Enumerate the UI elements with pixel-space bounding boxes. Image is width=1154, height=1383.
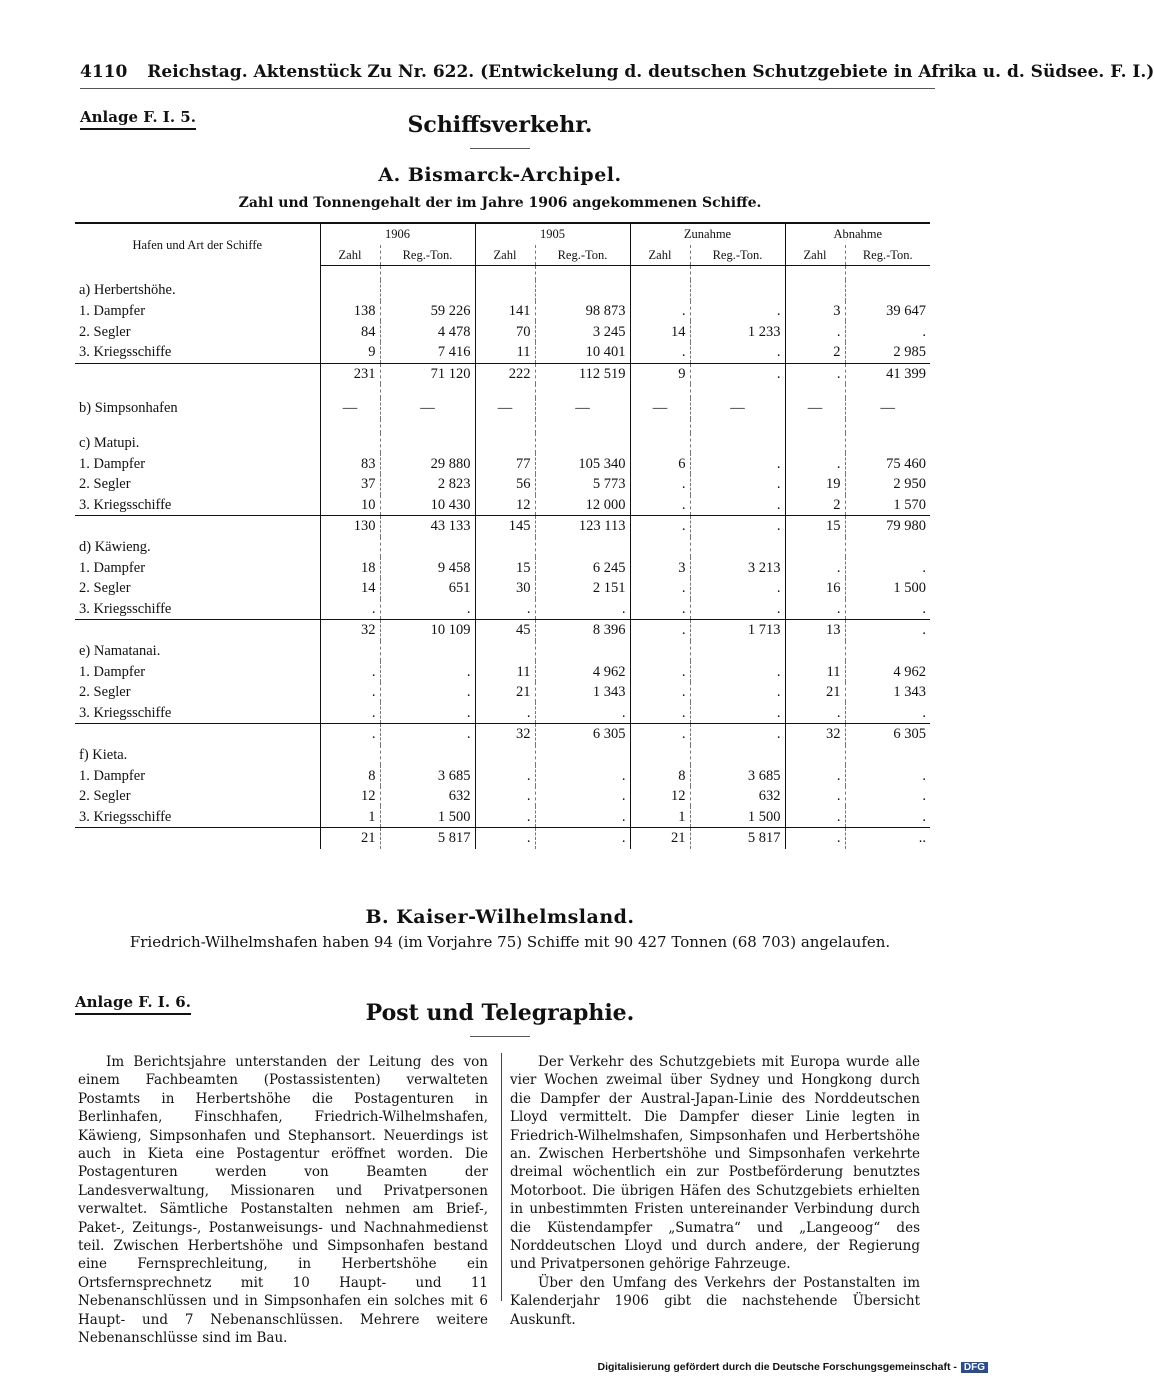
title-divider <box>470 1036 530 1037</box>
table-cell: . <box>630 724 690 745</box>
ship-type-label: 1. Dampfer <box>79 455 146 472</box>
table-cell: 39 647 <box>845 301 930 322</box>
table-cell: . <box>690 702 785 723</box>
table-cell: 16 <box>785 578 845 599</box>
table-cell: 3 <box>630 557 690 578</box>
table-cell: 9 <box>320 342 380 363</box>
table-cell: 29 880 <box>380 453 475 474</box>
section-a-title: A. Bismarck-Archipel. <box>378 164 622 186</box>
table-cell: 2 950 <box>845 474 930 495</box>
table-cell: . <box>845 806 930 827</box>
ship-type-label: 1. Dampfer <box>79 767 146 784</box>
table-cell: — <box>475 398 535 419</box>
table-cell: . <box>380 724 475 745</box>
subheader: Zahl <box>630 245 690 266</box>
page-header <box>80 62 1154 82</box>
subheader: Reg.-Ton. <box>845 245 930 266</box>
table-cell: 12 000 <box>535 495 630 516</box>
header-1905: 1905 <box>475 223 630 245</box>
table-cell: . <box>785 557 845 578</box>
table-cell: 3 245 <box>535 321 630 342</box>
table-cell: 2 823 <box>380 474 475 495</box>
table-row <box>75 786 930 807</box>
table-cell: . <box>380 661 475 682</box>
table-cell: . <box>785 786 845 807</box>
table-cell: . <box>690 495 785 516</box>
anlage-label-1: Anlage F. I. 5. <box>80 108 196 130</box>
column-divider <box>501 1053 502 1301</box>
table-cell: 3 685 <box>690 765 785 786</box>
table-cell: 145 <box>475 516 535 537</box>
table-cell: 5 817 <box>690 828 785 849</box>
table-cell: 21 <box>475 682 535 703</box>
table-cell: 8 396 <box>535 620 630 641</box>
table-cell: 79 980 <box>845 516 930 537</box>
table-cell: . <box>475 599 535 620</box>
subheader: Reg.-Ton. <box>535 245 630 266</box>
table-cell: . <box>630 474 690 495</box>
table-cell: . <box>475 786 535 807</box>
table-cell: . <box>785 828 845 849</box>
table-cell: 6 245 <box>535 557 630 578</box>
table-cell: 1 500 <box>690 806 785 827</box>
section-title-post: Post und Telegraphie. <box>365 1000 635 1026</box>
ship-type-label: 3. Kriegsschiffe <box>79 808 172 825</box>
table-cell: 231 <box>320 363 380 384</box>
table-cell: . <box>845 599 930 620</box>
header-abnahme: Abnahme <box>785 223 930 245</box>
table-cell: 9 458 <box>380 557 475 578</box>
group-label: e) Namatanai. <box>79 642 161 659</box>
table-cell: . <box>535 599 630 620</box>
dfg-logo: DFG <box>961 1362 988 1373</box>
table-cell: 1 233 <box>690 321 785 342</box>
section-b-text: Friedrich-Wilhelmshafen haben 94 (im Vorjahre 75) Schiffe mit 90 427 Tonnen (68 703) angelaufen. <box>129 933 891 951</box>
ship-type-label: 2. Segler <box>79 788 131 805</box>
table-cell: . <box>535 828 630 849</box>
table-cell: 13 <box>785 620 845 641</box>
table-cell: 632 <box>690 786 785 807</box>
table-cell: . <box>690 578 785 599</box>
table-cell: . <box>320 724 380 745</box>
footer-credit <box>598 1361 989 1373</box>
table-cell: — <box>845 398 930 419</box>
table-cell: 98 873 <box>535 301 630 322</box>
table-cell: 4 962 <box>535 661 630 682</box>
table-cell: 21 <box>630 828 690 849</box>
table-cell: 3 <box>785 301 845 322</box>
table-cell: 8 <box>630 765 690 786</box>
table-cell: . <box>475 806 535 827</box>
table-cell: 1 713 <box>690 620 785 641</box>
subheader: Zahl <box>475 245 535 266</box>
section-b-title: B. Kaiser-Wilhelmsland. <box>365 906 635 928</box>
table-row <box>75 398 930 419</box>
table-cell: . <box>785 702 845 723</box>
body-column-right <box>510 1053 920 1329</box>
page-number: 4110 <box>80 62 128 82</box>
title-divider <box>470 148 530 149</box>
table-cell: 21 <box>320 828 380 849</box>
table-cell: 112 519 <box>535 363 630 384</box>
table-row <box>75 806 930 827</box>
table-cell: . <box>535 806 630 827</box>
table-cell: 1 570 <box>845 495 930 516</box>
subheader: Zahl <box>785 245 845 266</box>
table-cell: . <box>690 474 785 495</box>
ship-type-label: 1. Dampfer <box>79 303 146 320</box>
subheader: Zahl <box>320 245 380 266</box>
table-cell: . <box>630 578 690 599</box>
table-cell: 6 305 <box>845 724 930 745</box>
table-row <box>75 342 930 363</box>
column-header-harbor: Hafen und Art der Schiffe <box>75 223 320 266</box>
table-cell: — <box>320 398 380 419</box>
group-heading <box>75 641 930 662</box>
header-text: Reichstag. Aktenstück Zu Nr. 622. (Entwickelung d. deutschen Schutzgebiete in Afrika u. d. Südsee. F. I.) <box>147 62 1154 82</box>
table-cell: 41 399 <box>845 363 930 384</box>
table-cell: 9 <box>630 363 690 384</box>
header-zunahme: Zunahme <box>630 223 785 245</box>
table-cell: . <box>690 682 785 703</box>
ship-type-label: 2. Segler <box>79 323 131 340</box>
table-cell: . <box>785 453 845 474</box>
table-cell: 7 416 <box>380 342 475 363</box>
table-row <box>75 765 930 786</box>
table-cell: — <box>690 398 785 419</box>
header-rule <box>80 88 935 89</box>
table-cell: — <box>535 398 630 419</box>
table-cell: . <box>320 682 380 703</box>
ship-type-label: 2. Segler <box>79 580 131 597</box>
table-cell: 14 <box>320 578 380 599</box>
ship-type-label: 3. Kriegsschiffe <box>79 600 172 617</box>
group-label: d) Käwieng. <box>79 539 151 556</box>
ship-type-label: 2. Segler <box>79 476 131 493</box>
table-cell: . <box>320 599 380 620</box>
ship-type-label: 1. Dampfer <box>79 559 146 576</box>
table-row <box>75 702 930 723</box>
table-cell: 1 500 <box>380 806 475 827</box>
sum-row <box>75 363 930 384</box>
table-cell: 222 <box>475 363 535 384</box>
table-cell: 105 340 <box>535 453 630 474</box>
group-heading <box>75 280 930 301</box>
table-cell: . <box>630 599 690 620</box>
table-cell: . <box>630 682 690 703</box>
table-cell: . <box>845 786 930 807</box>
table-cell: 11 <box>785 661 845 682</box>
table-cell: 6 <box>630 453 690 474</box>
table-cell: . <box>535 765 630 786</box>
table-cell: . <box>475 828 535 849</box>
table-row <box>75 557 930 578</box>
body-column-left <box>78 1053 488 1348</box>
table-cell: . <box>630 342 690 363</box>
table-cell: 70 <box>475 321 535 342</box>
table-cell: 11 <box>475 342 535 363</box>
table-cell: 2 985 <box>845 342 930 363</box>
table-cell: . <box>630 495 690 516</box>
group-label: f) Kieta. <box>79 746 128 763</box>
table-cell: 12 <box>630 786 690 807</box>
table-row <box>75 474 930 495</box>
group-heading <box>75 433 930 454</box>
ship-type-label: 3. Kriegsschiffe <box>79 344 172 361</box>
table-cell: 10 401 <box>535 342 630 363</box>
table-cell: 2 <box>785 342 845 363</box>
table-cell: . <box>535 786 630 807</box>
table-cell: 10 <box>320 495 380 516</box>
table-cell: . <box>320 702 380 723</box>
table-cell: 75 460 <box>845 453 930 474</box>
table-cell: 15 <box>785 516 845 537</box>
table-cell: . <box>630 301 690 322</box>
table-cell: 12 <box>475 495 535 516</box>
table-cell: . <box>475 702 535 723</box>
group-label: c) Matupi. <box>79 435 140 452</box>
table-cell: 10 430 <box>380 495 475 516</box>
table-cell: . <box>785 363 845 384</box>
sum-row <box>75 828 930 849</box>
group-heading <box>75 745 930 766</box>
table-cell: 37 <box>320 474 380 495</box>
paragraph: Über den Umfang des Verkehrs der Postanstalten im Kalenderjahr 1906 gibt die nachstehende Übersicht Auskunft. <box>510 1274 920 1328</box>
table-cell: . <box>785 806 845 827</box>
subheader: Reg.-Ton. <box>690 245 785 266</box>
table-cell: . <box>630 702 690 723</box>
table-cell: 56 <box>475 474 535 495</box>
table-cell: 83 <box>320 453 380 474</box>
table-cell: . <box>535 702 630 723</box>
table-cell: . <box>690 599 785 620</box>
table-cell: 130 <box>320 516 380 537</box>
group-label: a) Herbertshöhe. <box>79 282 176 299</box>
table-row <box>75 578 930 599</box>
table-cell: 3 685 <box>380 765 475 786</box>
table-cell: . <box>785 765 845 786</box>
table-row <box>75 495 930 516</box>
table-cell: . <box>690 453 785 474</box>
table-cell: . <box>630 516 690 537</box>
table-row <box>75 682 930 703</box>
table-row <box>75 599 930 620</box>
table-cell: . <box>845 557 930 578</box>
sum-row <box>75 620 930 641</box>
table-cell: 138 <box>320 301 380 322</box>
table-cell: 15 <box>475 557 535 578</box>
table-cell: . <box>380 702 475 723</box>
table-cell: 1 343 <box>845 682 930 703</box>
table-cell: . <box>690 661 785 682</box>
table-cell: 1 <box>630 806 690 827</box>
table-cell: 651 <box>380 578 475 599</box>
table-cell: .. <box>845 828 930 849</box>
table-cell: . <box>475 765 535 786</box>
ship-type-label: 2. Segler <box>79 684 131 701</box>
table-cell: . <box>690 516 785 537</box>
table-cell: . <box>690 363 785 384</box>
anlage-label-2: Anlage F. I. 6. <box>75 993 191 1015</box>
table-cell: 123 113 <box>535 516 630 537</box>
group-label: b) Simpsonhafen <box>79 400 178 417</box>
table-cell: . <box>630 620 690 641</box>
ship-type-label: 3. Kriegsschiffe <box>79 704 172 721</box>
table-cell: 4 478 <box>380 321 475 342</box>
subheader: Reg.-Ton. <box>380 245 475 266</box>
table-cell: 45 <box>475 620 535 641</box>
table-cell: 32 <box>785 724 845 745</box>
table-cell: 1 <box>320 806 380 827</box>
table-cell: 141 <box>475 301 535 322</box>
table-cell: 43 133 <box>380 516 475 537</box>
paragraph: Der Verkehr des Schutzgebiets mit Europa wurde alle vier Wochen zweimal über Sydney und Hongkong durch die Dampfer der Austral-Japan-Linie des Norddeutschen Lloyd vermittelt. Die Dampfer dieser Linie legten in Friedrich-Wilhelmshafen, Simpsonhafen und Herbertshöhe an. Zwischen Herbertshöhe und Simpsonhafen verkehrte dreimal wöchentlich ein zur Postbeförderung benutztes Motorboot. Die übrigen Häfen des Schutzgebiets erhielten in unbestimmten Fristen untereinander Verbindung durch die Küstendampfer „Sumatra“ und „Langeoog“ des Norddeutschen Lloyd und durch andere, der Regierung und Privatpersonen gehörige Fahrzeuge. <box>510 1054 920 1273</box>
table-cell: 30 <box>475 578 535 599</box>
table-cell: . <box>785 321 845 342</box>
table-cell: . <box>380 682 475 703</box>
table-cell: — <box>785 398 845 419</box>
table-cell: 5 773 <box>535 474 630 495</box>
table-cell: . <box>630 661 690 682</box>
section-a-subtitle: Zahl und Tonnengehalt der im Jahre 1906 angekommenen Schiffe. <box>238 195 762 211</box>
table-cell: 12 <box>320 786 380 807</box>
table-cell: . <box>380 599 475 620</box>
table-row <box>75 301 930 322</box>
table-cell: . <box>320 661 380 682</box>
ship-traffic-table <box>75 222 930 849</box>
table-cell: — <box>380 398 475 419</box>
header-1906: 1906 <box>320 223 475 245</box>
table-cell: 84 <box>320 321 380 342</box>
table-row <box>75 321 930 342</box>
table-cell: 3 213 <box>690 557 785 578</box>
table-cell: 21 <box>785 682 845 703</box>
table-cell: 2 <box>785 495 845 516</box>
table-row <box>75 453 930 474</box>
table-cell: 1 500 <box>845 578 930 599</box>
table-cell: . <box>845 620 930 641</box>
sum-row <box>75 724 930 745</box>
table-cell: 4 962 <box>845 661 930 682</box>
table-cell: 8 <box>320 765 380 786</box>
table-row <box>75 661 930 682</box>
footer-text: Digitalisierung gefördert durch die Deutsche Forschungsgemeinschaft - <box>597 1361 957 1373</box>
table-cell: 632 <box>380 786 475 807</box>
paragraph: Im Berichtsjahre unterstanden der Leitung des von einem Fachbeamten (Postassistenten) verwalteten Postamts in Herbertshöhe die Postagenturen in Berlinhafen, Finschhafen, Friedrich-Wilhelmshafen, Käwieng, Simpsonhafen und Stephansort. Neuerdings ist auch in Kieta eine Postagentur eröffnet worden. Die Postagenturen werden von Beamten der Landesverwaltung, Missionaren und Privatpersonen verwaltet. Sämtliche Postanstalten nehmen am Brief-, Paket-, Zeitungs-, Postanweisungs- und Nachnahmedienst teil. Zwischen Herbertshöhe und Simpsonhafen bestand eine Fernsprechleitung, in Herbertshöhe ein Ortsfernsprechnetz mit 10 Haupt- und 11 Nebenanschlüssen und in Simpsonhafen ein solches mit 6 Haupt- und 7 Nebenanschlüssen. Mehrere weitere Nebenanschlüsse sind im Bau. <box>78 1054 488 1347</box>
group-heading <box>75 537 930 558</box>
table-cell: 2 151 <box>535 578 630 599</box>
sum-row <box>75 516 930 537</box>
table-cell: . <box>690 342 785 363</box>
table-cell: 32 <box>475 724 535 745</box>
table-cell: . <box>690 724 785 745</box>
table-cell: 5 817 <box>380 828 475 849</box>
table-cell: 6 305 <box>535 724 630 745</box>
table-cell: 19 <box>785 474 845 495</box>
table-cell: . <box>690 301 785 322</box>
table-cell: 18 <box>320 557 380 578</box>
table-cell: . <box>845 702 930 723</box>
table-cell: . <box>845 321 930 342</box>
table-cell: 14 <box>630 321 690 342</box>
table-cell: 10 109 <box>380 620 475 641</box>
table-cell: 32 <box>320 620 380 641</box>
table-cell: . <box>845 765 930 786</box>
table-cell: 1 343 <box>535 682 630 703</box>
ship-type-label: 1. Dampfer <box>79 663 146 680</box>
section-title-schiffsverkehr: Schiffsverkehr. <box>407 112 593 138</box>
table-cell: 59 226 <box>380 301 475 322</box>
table-cell: 71 120 <box>380 363 475 384</box>
table-cell: — <box>630 398 690 419</box>
table-cell: 11 <box>475 661 535 682</box>
ship-type-label: 3. Kriegsschiffe <box>79 496 172 513</box>
table-cell: 77 <box>475 453 535 474</box>
table-cell: . <box>785 599 845 620</box>
